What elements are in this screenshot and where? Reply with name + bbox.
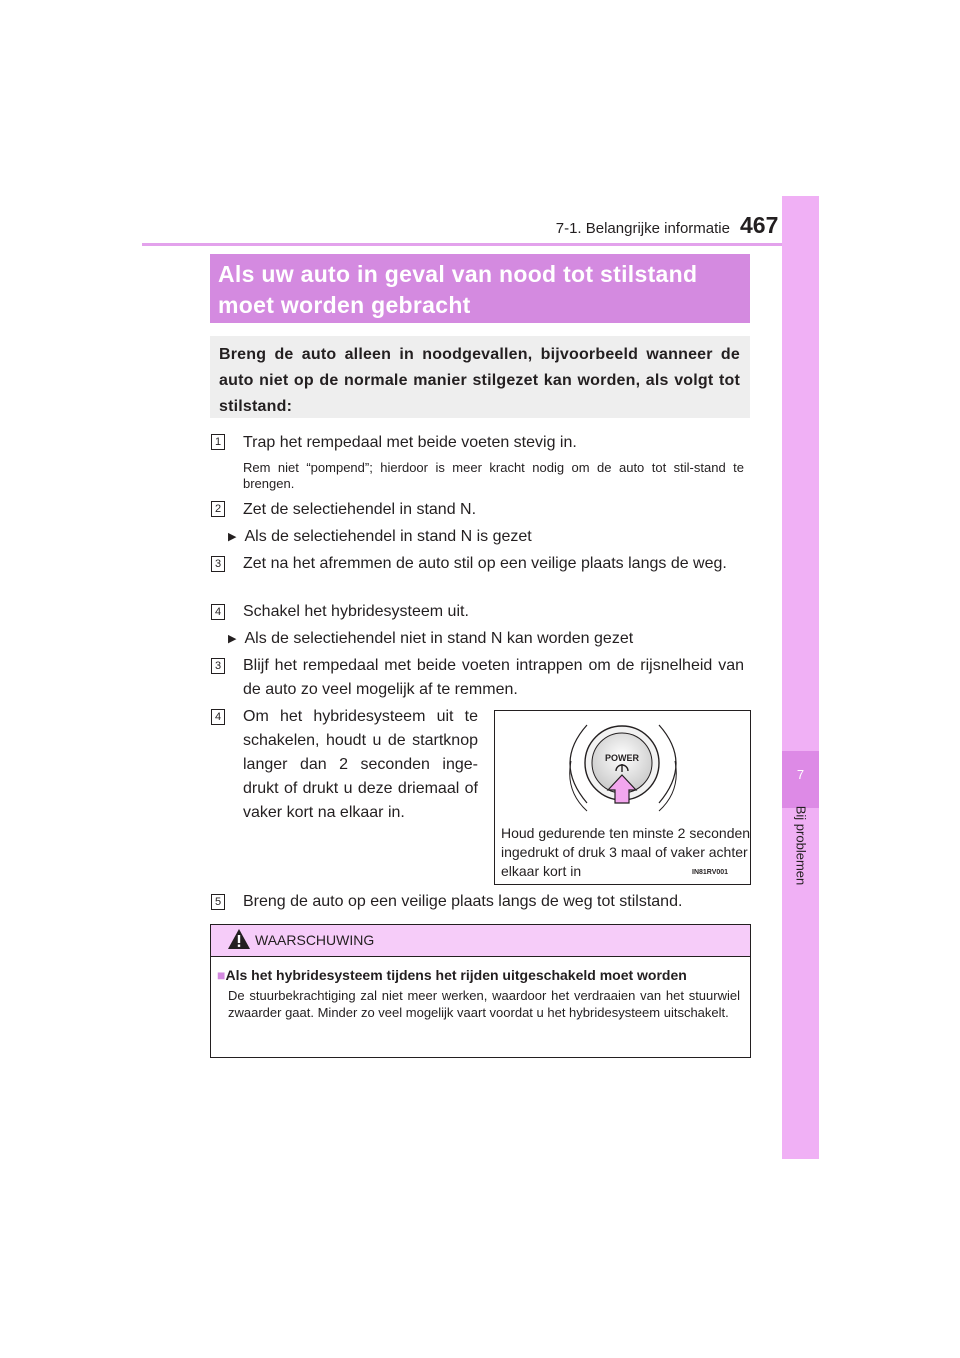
header-rule xyxy=(142,243,818,246)
power-button-illustration xyxy=(494,710,751,885)
step-badge: 4 xyxy=(211,709,225,725)
warning-box xyxy=(210,924,751,1058)
chapter-side-tab xyxy=(782,196,819,1159)
step-text: Zet de selectiehendel in stand N. xyxy=(243,501,477,518)
figure-caption: Houd gedurende ten minste 2 seconden ingedrukt of druk 3 maal of vaker achter elkaar kort in xyxy=(501,825,751,879)
step-text: Breng de auto op een veilige plaats langs de weg tot stilstand. xyxy=(243,893,683,910)
triangle-bullet-icon: ▶ xyxy=(228,531,237,543)
condition-heading: ▶ Als de selectiehendel niet in stand N kan worden gezet xyxy=(228,630,634,647)
power-label: POWER xyxy=(604,753,640,763)
page-number: 467 xyxy=(740,212,779,238)
step-badge: 2 xyxy=(211,501,225,517)
warning-triangle-icon xyxy=(227,928,251,950)
square-bullet-icon: ■ xyxy=(217,967,226,983)
section-label: 7-1. Belangrijke informatie xyxy=(555,220,730,237)
step-badge: 1 xyxy=(211,434,225,450)
step-badge: 4 xyxy=(211,604,225,620)
page-title: Als uw auto in geval van nood tot stilstand moet worden gebracht xyxy=(218,261,698,318)
step-text: Zet na het afremmen de auto stil op een veilige plaats langs de weg. xyxy=(243,555,727,572)
step-badge: 5 xyxy=(211,894,225,910)
step-text: Trap het rempedaal met beide voeten stevig in. xyxy=(243,434,577,451)
condition-heading: ▶ Als de selectiehendel in stand N is gezet xyxy=(228,528,532,545)
chapter-number: 7 xyxy=(796,767,805,782)
step-badge: 3 xyxy=(211,556,225,572)
step-text: Om het hybridesysteem uit te schakelen, houdt u de startknop langer dan 2 seconden inge-drukt of drukt u deze driemaal of vaker kort na elkaar in. xyxy=(243,708,478,821)
step-badge: 3 xyxy=(211,658,225,674)
warning-body: De stuurbekrachtiging zal niet meer werken, waardoor het verdraaien van het stuurwiel zwaarder gaat. Minder zo veel mogelijk vaart voordat u het hybridesysteem uitschakelt. xyxy=(228,988,740,1020)
warning-header xyxy=(211,925,750,957)
triangle-bullet-icon: ▶ xyxy=(228,633,237,645)
warning-title: WAARSCHUWING xyxy=(255,932,375,948)
warning-item-heading: ■Als het hybridesysteem tijdens het rijden uitgeschakeld moet worden xyxy=(217,967,687,983)
step-text: Blijf het rempedaal met beide voeten intrappen om de rijsnelheid van de auto zo veel mogelijk af te remmen. xyxy=(243,657,744,698)
figure-code: IN81RV001 xyxy=(692,869,729,876)
step-text: Schakel het hybridesysteem uit. xyxy=(243,603,469,620)
chapter-title: Bij problemen xyxy=(793,805,809,886)
step-note: Rem niet “pompend”; hierdoor is meer kracht nodig om de auto tot stil-stand te brengen. xyxy=(243,460,744,491)
intro-text: Breng de auto alleen in noodgevallen, bijvoorbeeld wanneer de auto niet op de normale manier stilgezet kan worden, als volgt tot stilstand: xyxy=(219,346,740,415)
